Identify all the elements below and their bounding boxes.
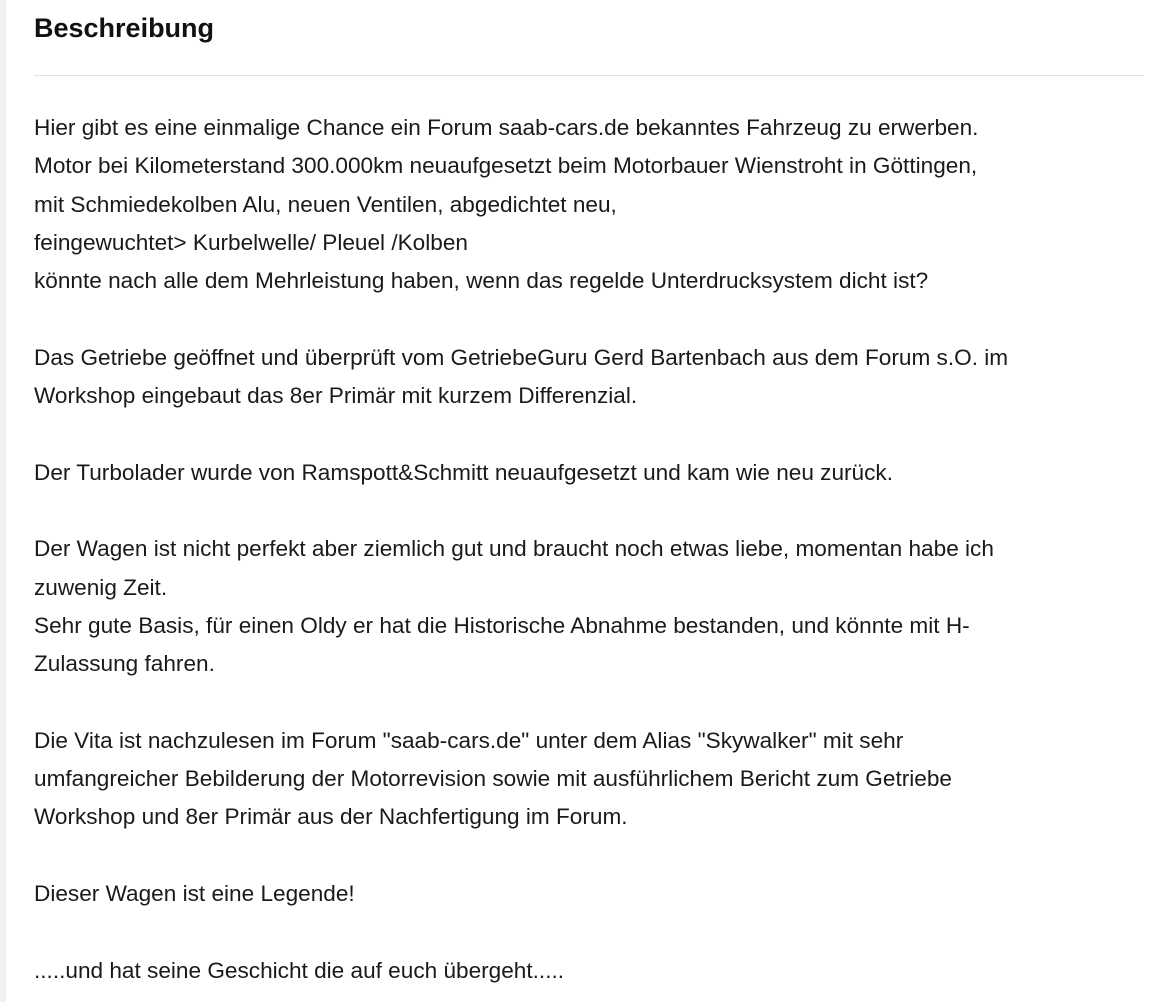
section-divider [34, 75, 1144, 76]
description-line: .....und hat seine Geschicht die auf euch übergeht..... [34, 957, 565, 983]
description-line: feingewuchtet> Kurbelwelle/ Pleuel /Kolben [34, 229, 468, 255]
description-line: Hier gibt es eine einmalige Chance ein Forum saab-cars.de bekanntes Fahrzeug zu erwerben. [34, 115, 979, 140]
description-text [34, 109, 1144, 990]
description-line: mit Schmiedekolben Alu, neuen Ventilen, abgedichtet neu, [34, 191, 617, 217]
left-rail [0, 0, 6, 1002]
description-line: zuwenig Zeit. [34, 574, 168, 600]
description-paragraph-condition [34, 530, 1144, 683]
description-line: könnte nach alle dem Mehrleistung haben, wenn das regelde Unterdrucksystem dicht ist? [34, 268, 929, 294]
description-paragraph-history [34, 722, 1144, 837]
description-line: Die Vita ist nachzulesen im Forum "saab-cars.de" unter dem Alias "Skywalker" mit sehr [34, 727, 904, 753]
description-line: Der Wagen ist nicht perfekt aber ziemlich gut und braucht noch etwas liebe, momentan habe ich [34, 536, 994, 562]
description-line: Der Turbolader wurde von Ramspott&Schmitt neuaufgesetzt und kam wie neu zurück. [34, 459, 893, 485]
description-panel [34, 0, 1144, 990]
description-line: Dieser Wagen ist eine Legende! [34, 880, 355, 906]
description-paragraph-closing [34, 952, 1144, 990]
description-line: Zulassung fahren. [34, 651, 215, 677]
description-paragraph-gearbox [34, 339, 1144, 416]
section-title: Beschreibung [34, 13, 215, 43]
description-paragraph-turbo [34, 454, 1144, 492]
description-line: Sehr gute Basis, für einen Oldy er hat die Historische Abnahme bestanden, und könnte mit H- [34, 612, 970, 638]
description-paragraph-engine [34, 109, 1144, 300]
description-line: Workshop und 8er Primär aus der Nachfertigung im Forum. [34, 804, 628, 830]
description-line: umfangreicher Bebilderung der Motorrevision sowie mit ausführlichem Bericht zum Getriebe [34, 766, 952, 792]
description-paragraph-legend [34, 875, 1144, 913]
description-line: Das Getriebe geöffnet und überprüft vom GetriebeGuru Gerd Bartenbach aus dem Forum s.O. im [34, 344, 1009, 370]
description-line: Workshop eingebaut das 8er Primär mit kurzem Differenzial. [34, 383, 638, 409]
description-line: Motor bei Kilometerstand 300.000km neuaufgesetzt beim Motorbauer Wienstroht in Göttingen, [34, 153, 978, 179]
